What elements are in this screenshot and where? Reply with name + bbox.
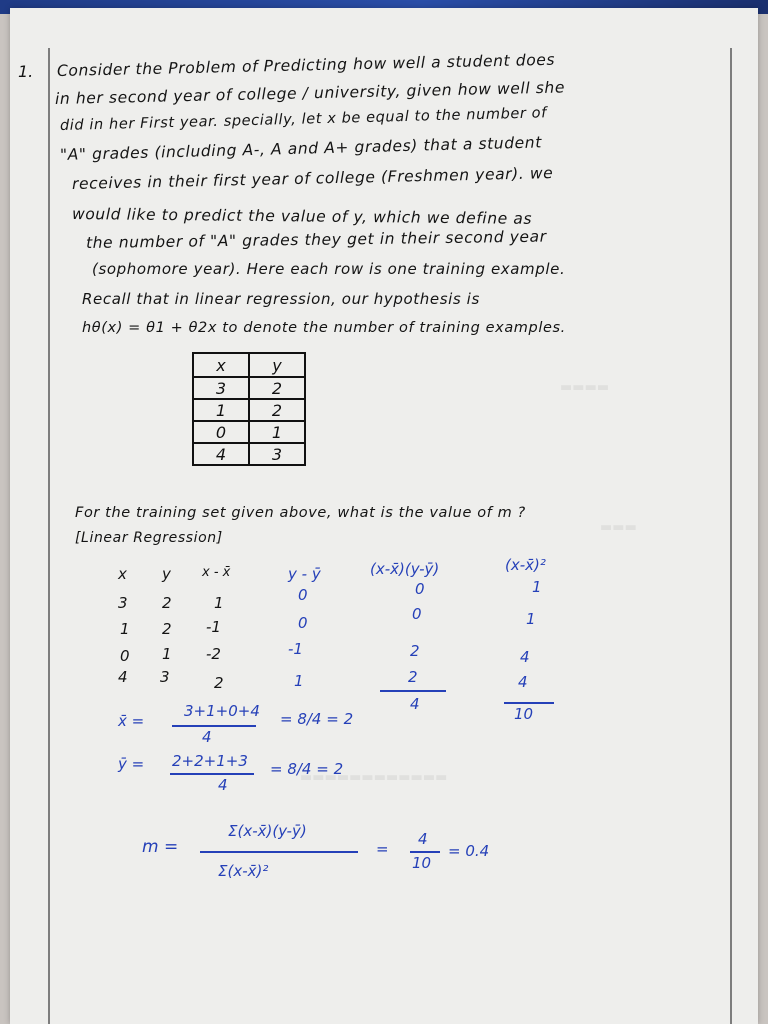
sum-cross-product: 4 (410, 695, 420, 713)
xbar-numerator: 3+1+0+4 (184, 702, 260, 720)
table-cell: 2 (249, 399, 305, 421)
table-cell: 3 (193, 377, 249, 399)
solution-cell: 2 (410, 642, 420, 660)
bleed-through-text: ▬▬▬ (600, 520, 637, 535)
solution-cell: 1 (294, 672, 304, 690)
solution-cell: 2 (162, 620, 172, 638)
m-equals: = (376, 840, 389, 858)
solution-header: (x-x̄)(y-ȳ) (370, 560, 440, 578)
table-header-cell: x (193, 353, 249, 377)
m-denominator: Σ(x-x̄)² (218, 862, 269, 880)
table-cell: 1 (193, 399, 249, 421)
table-row (193, 399, 305, 421)
fraction-bar (170, 773, 254, 775)
solution-header-value: 1 (532, 578, 542, 596)
table-cell: 0 (193, 421, 249, 443)
ybar-result: = 8/4 = 2 (270, 760, 344, 778)
training-data-table (192, 352, 306, 466)
solution-cell: 3 (118, 594, 128, 612)
question-text: For the training set given above, what is the value of m ? (75, 505, 526, 521)
table-cell: 2 (249, 377, 305, 399)
xbar-result: = 8/4 = 2 (280, 710, 354, 728)
right-margin-line (730, 48, 732, 1024)
solution-cell: -1 (206, 618, 221, 636)
problem-line: receives in their first year of college (Freshmen year). we (71, 164, 554, 193)
left-margin-line (48, 48, 50, 1024)
problem-line: Recall that in linear regression, our hypothesis is (82, 290, 480, 308)
table-cell: 4 (193, 443, 249, 465)
table-row (193, 377, 305, 399)
m-fraction-numerator: 4 (418, 830, 428, 848)
xbar-denominator: 4 (202, 728, 212, 746)
problem-line: would like to predict the value of y, which we define as (71, 205, 533, 228)
solution-cell: 0 (120, 647, 130, 665)
solution-header: y (162, 565, 171, 583)
solution-cell: 1 (162, 645, 172, 663)
xbar-label: x̄ = (118, 712, 145, 730)
problem-line: in her second year of college / university, given how well she (54, 78, 566, 108)
solution-cell: 0 (412, 605, 422, 623)
solution-cell: 1 (120, 620, 130, 638)
bleed-through-text: ▬▬▬▬▬▬▬▬▬▬▬▬ (300, 770, 448, 785)
m-result: = 0.4 (448, 842, 490, 860)
sum-squares: 10 (514, 705, 534, 723)
table-row (193, 421, 305, 443)
solution-cell: 4 (518, 673, 528, 691)
problem-line: the number of "A" grades they get in their second year (85, 227, 547, 252)
solution-cell: -1 (288, 640, 303, 658)
solution-cell: -2 (206, 645, 221, 663)
problem-number: 1. (18, 62, 34, 81)
table-cell: 1 (249, 421, 305, 443)
solution-cell: 4 (118, 668, 128, 686)
table-row (193, 443, 305, 465)
m-label: m = (142, 837, 179, 857)
solution-cell: 2 (214, 674, 224, 692)
m-numerator: Σ(x-x̄)(y-ȳ) (228, 822, 307, 840)
m-fraction-denominator: 10 (412, 854, 432, 872)
problem-line: hθ(x) = θ1 + θ2x to denote the number of training examples. (82, 320, 566, 336)
solution-cell: 2 (408, 668, 418, 686)
solution-header: y - ȳ (288, 565, 321, 583)
problem-line: "A" grades (including A-, A and A+ grades) that a student (59, 133, 543, 164)
question-subtitle: [Linear Regression] (75, 530, 223, 546)
sum-underline (504, 702, 554, 704)
solution-header: x - x̄ (202, 565, 231, 580)
problem-line: did in her First year. specially, let x be equal to the number of (59, 105, 548, 134)
solution-cell: 2 (162, 594, 172, 612)
table-header-row (193, 353, 305, 377)
table-header-cell: y (249, 353, 305, 377)
fraction-bar (410, 851, 440, 853)
solution-header: (x-x̄)² (505, 556, 546, 574)
problem-line: Consider the Problem of Predicting how well a student does (56, 50, 556, 80)
solution-header-value: 0 (415, 580, 425, 598)
table-cell: 3 (249, 443, 305, 465)
solution-cell: 4 (520, 648, 530, 666)
solution-cell: 0 (298, 614, 308, 632)
solution-cell: 1 (214, 594, 224, 612)
solution-cell: 1 (526, 610, 536, 628)
fraction-bar (172, 725, 256, 727)
solution-cell: 3 (160, 668, 170, 686)
fraction-bar (200, 851, 358, 853)
bleed-through-text: ▬▬▬▬ (560, 380, 610, 395)
ybar-label: ȳ = (118, 755, 145, 773)
solution-cell: 0 (298, 586, 308, 604)
sum-underline (380, 690, 446, 692)
solution-header: x (118, 565, 127, 583)
problem-line: (sophomore year). Here each row is one training example. (92, 260, 566, 278)
ybar-numerator: 2+2+1+3 (172, 752, 248, 770)
ybar-denominator: 4 (218, 776, 228, 794)
